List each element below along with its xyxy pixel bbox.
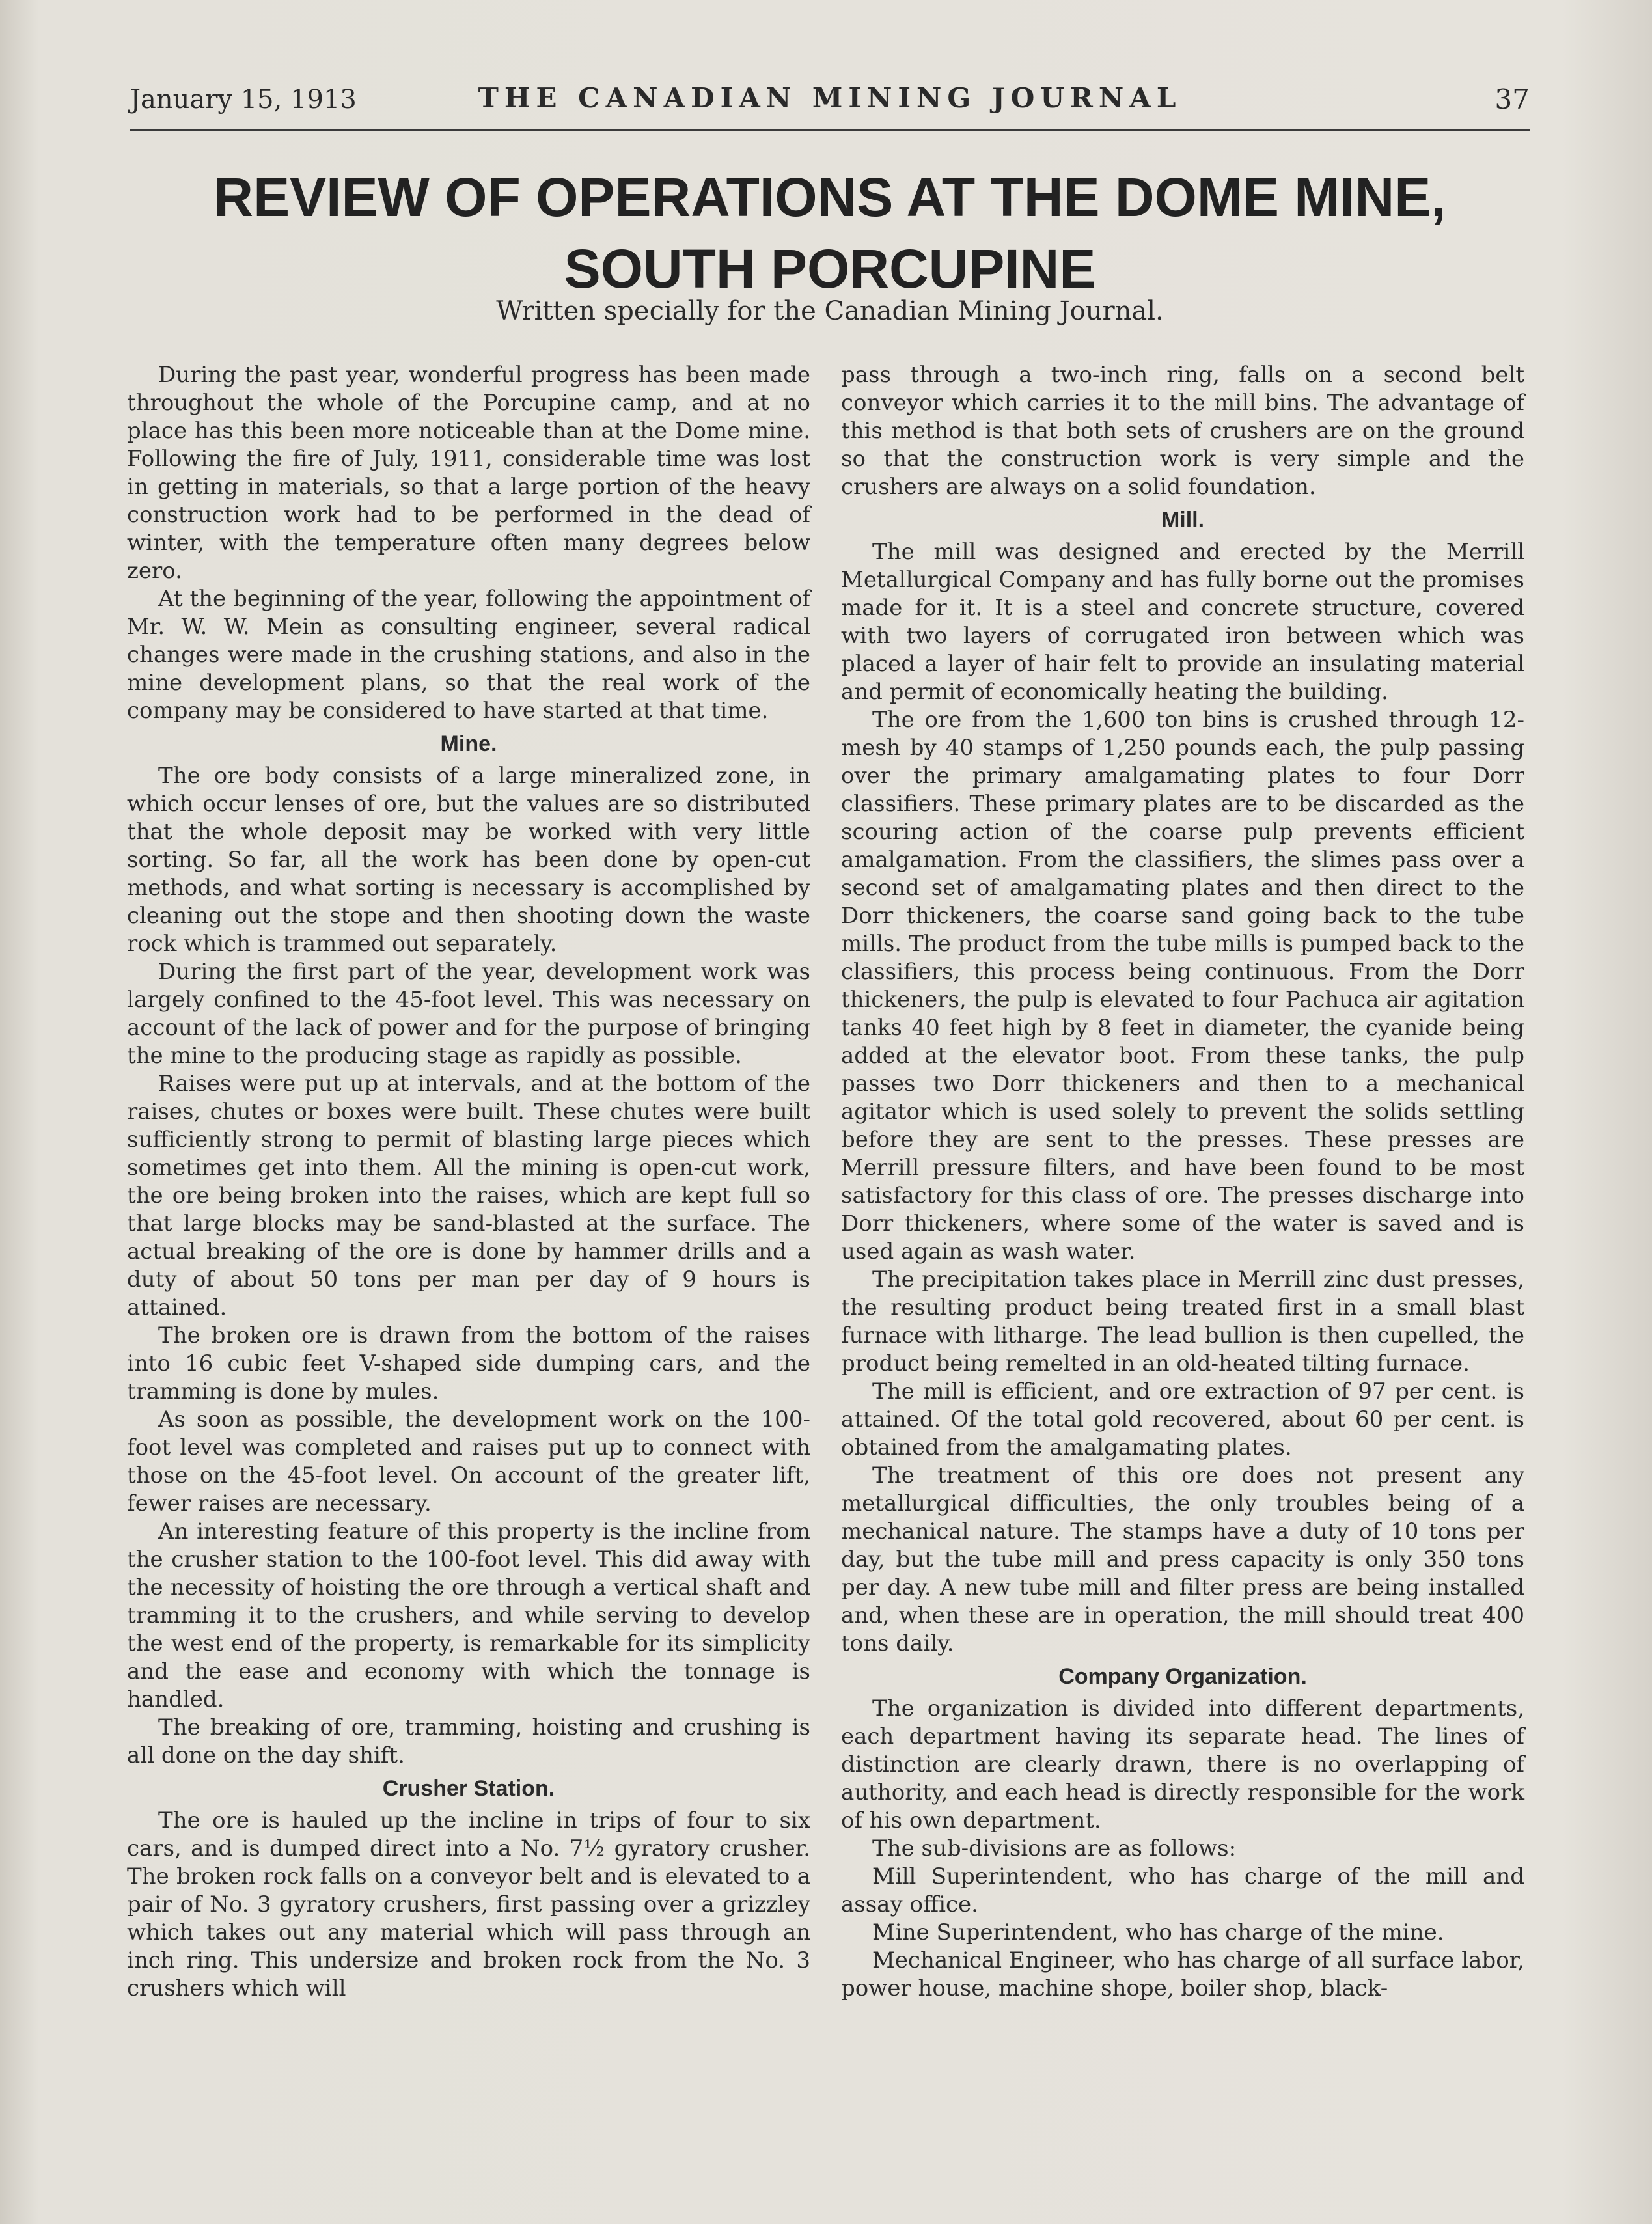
paragraph: During the first part of the year, development work was largely confined to the 45-foot level. This was necessary on account of the lack of power and for the purpose of bringing the mine to the producing stage as rapidly as possible. bbox=[127, 959, 810, 1069]
paragraph: As soon as possible, the development work on the 100-foot level was completed and raises put up to connect with those on the 45-foot level. On account of the greater lift, fewer raises are necessary. bbox=[127, 1407, 810, 1517]
paragraph: At the beginning of the year, following the appointment of Mr. W. W. Mein as consulting engineer, several radical changes were made in the crushing stations, and also in the mine development plans, so that the real work of the company may be considered to have started at that time. bbox=[127, 586, 810, 724]
paragraph: Mill Superintendent, who has charge of the mill and assay office. bbox=[841, 1863, 1524, 1917]
left-column bbox=[127, 361, 810, 2003]
section-heading-crusher-station: Crusher Station. bbox=[382, 1776, 555, 1801]
journal-name: THE CANADIAN MINING JOURNAL bbox=[478, 82, 1182, 114]
paragraph: Raises were put up at intervals, and at the bottom of the raises, chutes or boxes were built. These chutes were built sufficiently strong to permit of blasting large pieces which sometimes get into them. All the mining is open-cut work, the ore being broken into the raises, which are kept full so that large blocks may be sand-blasted at the surface. The actual breaking of the ore is done by hammer drills and a duty of about 50 tons per man per day of 9 hours is attained. bbox=[127, 1071, 810, 1321]
article-title-line-1: REVIEW OF OPERATIONS AT THE DOME MINE, bbox=[213, 167, 1446, 228]
paragraph: The breaking of ore, tramming, hoisting and crushing is all done on the day shift. bbox=[127, 1714, 810, 1768]
paragraph: During the past year, wonderful progress has been made throughout the whole of the Porcupine camp, and at no place has this been more noticeable than at the Dome mine. Following the fire of July, 1911, considerable time was lost in getting in materials, so that a large portion of the heavy construction work had to be performed in the dead of winter, with the temperature often many degrees below zero. bbox=[127, 362, 810, 584]
page-number: 37 bbox=[1494, 83, 1530, 115]
paragraph: The broken ore is drawn from the bottom of the raises into 16 cubic feet V-shaped side dumping cars, and the tramming is done by mules. bbox=[127, 1323, 810, 1405]
paragraph: Mechanical Engineer, who has charge of all surface labor, power house, machine shope, boiler shop, black- bbox=[841, 1947, 1524, 2001]
section-heading-mill: Mill. bbox=[1161, 508, 1205, 532]
paragraph: The organization is divided into different departments, each department having its separate head. The lines of distinction are clearly drawn, there is no overlapping of authority, and each head is directly responsible for the work of his own department. bbox=[841, 1695, 1524, 1833]
paragraph: The precipitation takes place in Merrill zinc dust presses, the resulting product being treated first in a small blast furnace with litharge. The lead bullion is then cupelled, the product being remelted in an old-heated tilting furnace. bbox=[841, 1267, 1524, 1377]
article-byline: Written specially for the Canadian Mining Journal. bbox=[496, 296, 1164, 326]
paragraph: The ore from the 1,600 ton bins is crushed through 12-mesh by 40 stamps of 1,250 pounds each, the pulp passing over the primary amalgamating plates to four Dorr classifiers. These primary plates are to be discarded as the scouring action of the coarse pulp prevents efficient amalgamation. From the classifiers, the slimes pass over a second set of amalgamating plates and then direct to the Dorr thickeners, the coarse sand going back to the tube mills. The product from the tube mills is pumped back to the classifiers, this process being continuous. From the Dorr thickeners, the pulp is elevated to four Pachuca air agitation tanks 40 feet high by 8 feet in diameter, the cyanide being added at the elevator boot. From these tanks, the pulp passes two Dorr thickeners and then to a mechanical agitator which is used solely to prevent the solids settling before they are sent to the presses. These presses are Merrill pressure filters, and have been found to be most satisfactory for this class of ore. The presses discharge into Dorr thickeners, where some of the water is saved and is used again as wash water. bbox=[841, 707, 1524, 1265]
running-head bbox=[130, 77, 1530, 131]
paragraph: The mill was designed and erected by the Merrill Metallurgical Company and has fully borne out the promises made for it. It is a steel and concrete structure, covered with two layers of corrugated iron between which was placed a layer of hair felt to provide an insulating material and permit of economically heating the building. bbox=[841, 539, 1524, 705]
paragraph: The ore is hauled up the incline in trips of four to six cars, and is dumped direct into a No. 7½ gyratory crusher. The broken rock falls on a conveyor belt and is elevated to a pair of No. 3 gyratory crushers, first passing over a grizzley which takes out any material which will pass through an inch ring. This undersize and broken rock from the No. 3 crushers which will bbox=[127, 1807, 810, 2001]
paragraph: The mill is efficient, and ore extraction of 97 per cent. is attained. Of the total gold recovered, about 60 per cent. is obtained from the amalgamating plates. bbox=[841, 1379, 1524, 1461]
issue-date: January 15, 1913 bbox=[130, 85, 357, 115]
article-title bbox=[130, 161, 1530, 305]
section-heading-company-organization: Company Organization. bbox=[1058, 1664, 1307, 1689]
paragraph: An interesting feature of this property is the incline from the crusher station to the 100-foot level. This did away with the necessity of hoisting the ore through a vertical shaft and tramming it to the crushers, and while serving to develop the west end of the property, is remarkable for its simplicity and the ease and economy with which the tonnage is handled. bbox=[127, 1518, 810, 1712]
section-heading-mine: Mine. bbox=[440, 732, 497, 756]
right-column bbox=[841, 361, 1524, 2003]
article-title-line-2: SOUTH PORCUPINE bbox=[564, 238, 1096, 299]
paragraph: The treatment of this ore does not present any metallurgical difficulties, the only troubles being of a mechanical nature. The stamps have a duty of 10 tons per day, but the tube mill and press capacity is only 350 tons per day. A new tube mill and filter press are being installed and, when these are in operation, the mill should treat 400 tons daily. bbox=[841, 1462, 1524, 1656]
paragraph: Mine Superintendent, who has charge of the mine. bbox=[872, 1919, 1444, 1945]
paragraph: The sub-divisions are as follows: bbox=[872, 1835, 1237, 1861]
paragraph-continued: pass through a two-inch ring, falls on a second belt conveyor which carries it to the mill bins. The advantage of this method is that both sets of crushers are on the ground so that the construction work is very simple and the crushers are always on a solid foundation. bbox=[841, 362, 1524, 500]
paragraph: The ore body consists of a large mineralized zone, in which occur lenses of ore, but the values are so distributed that the whole deposit may be worked with very little sorting. So far, all the work has been done by open-cut methods, and what sorting is necessary is accomplished by cleaning out the stope and then shooting down the waste rock which is trammed out separately. bbox=[127, 763, 810, 957]
